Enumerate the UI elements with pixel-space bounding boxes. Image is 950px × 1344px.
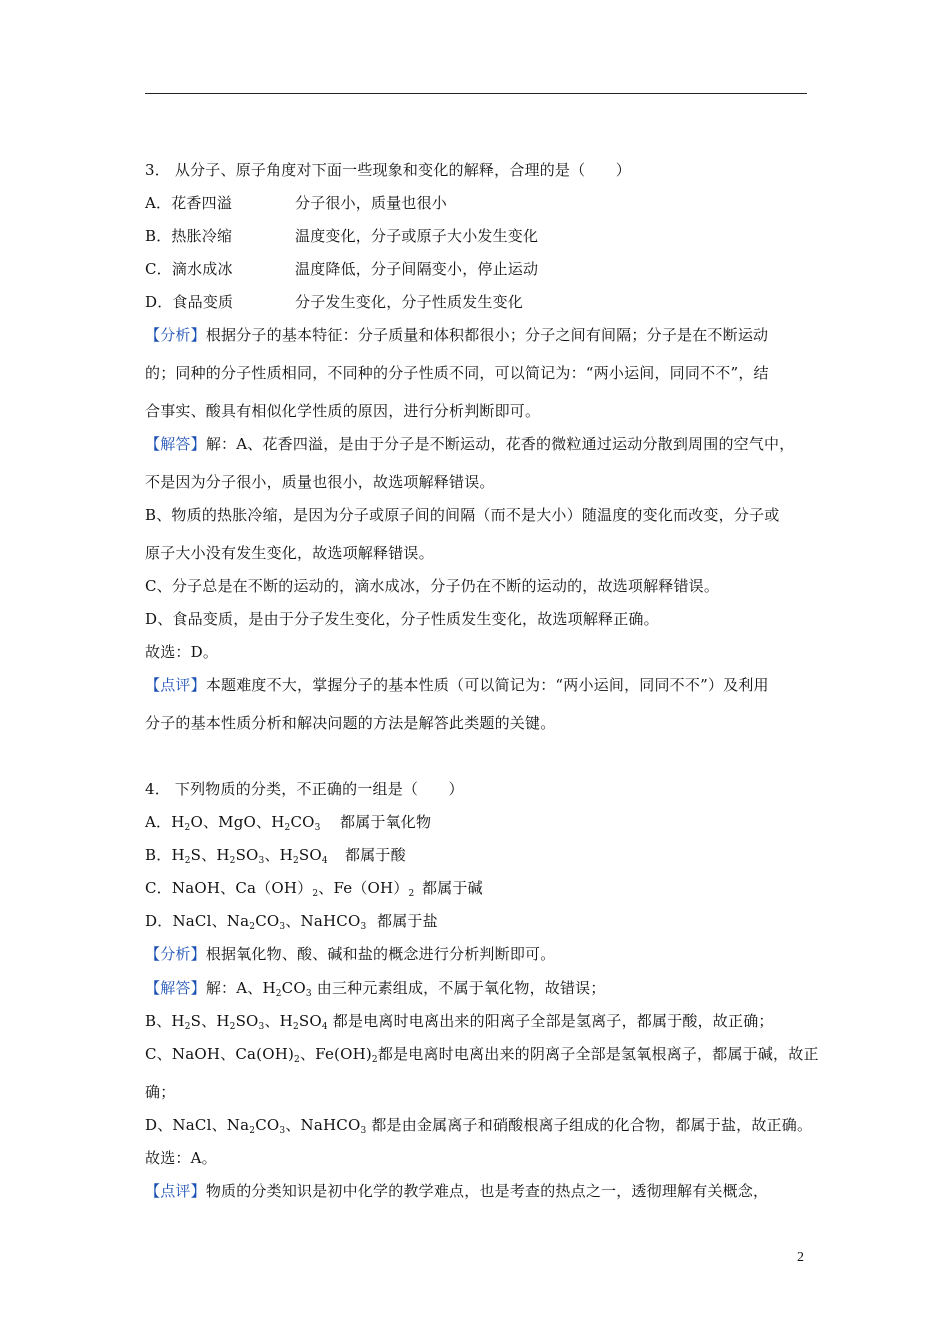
q3-comment-line: 分子的基本性质分析和解决问题的方法是解答此类题的关键。 xyxy=(145,714,556,732)
option-label: A．花香四溢 xyxy=(145,194,233,212)
q4-option-d: D．NaCl、$Na_2CO_3$、NaHCO$_3$ 都属于盐 xyxy=(145,912,438,932)
q3-option-a xyxy=(145,193,448,213)
q3-answer-line: D、食品变质，是由于分子发生变化，分子性质发生变化，故选项解释正确。 xyxy=(145,610,659,628)
analysis-tag: 【分析】 xyxy=(145,945,206,963)
option-text: 都属于酸 xyxy=(345,846,406,864)
analysis-tag: 【分析】 xyxy=(145,326,206,344)
q4-answer-c: C、NaOH、$Ca(OH)_2$、$Fe(OH)_2$都是电离时电离出来的阴离子全部是氢氧根离子，都属于碱，故正 xyxy=(145,1045,819,1065)
q3-answer-choice: 故选：D。 xyxy=(145,643,219,661)
q3-answer-line: C、分子总是在不断的运动的，滴水成冰，分子仍在不断的运动的，故选项解释错误。 xyxy=(145,577,720,595)
page-number: 2 xyxy=(797,1250,804,1265)
q3-option-c xyxy=(145,259,539,279)
q4-option-a: A．$H_2O$、MgO、$H_2CO_3$ 都属于氧化物 xyxy=(145,813,432,833)
q3-answer-line: 原子大小没有发生变化，故选项解释错误。 xyxy=(145,544,434,562)
q3-answer-line: B、物质的热胀冷缩，是因为分子或原子间的间隔（而不是大小）随温度的变化而改变，分子或 xyxy=(145,506,780,524)
answer-tag: 【解答】 xyxy=(145,435,206,453)
q4-answer-c2: 确； xyxy=(145,1083,176,1101)
answer-tag: 【解答】 xyxy=(145,979,206,997)
q4-answer-d: D、NaCl、$Na_2CO_3$、NaHCO$_3$ 都是由金属离子和硝酸根离子组成的化合物，都属于盐，故正确。 xyxy=(145,1116,813,1136)
option-text: 都属于氧化物 xyxy=(340,813,432,831)
q3-answer: 【解答】解：A、花香四溢，是由于分子是不断运动，花香的微粒通过运动分散到周围的空气中， xyxy=(145,435,795,453)
option-text: 分子发生变化，分子性质发生变化 xyxy=(295,293,524,311)
q4-option-c: C．NaOH、$Ca(OH)_2$、$Fe(OH)_2$ 都属于碱 xyxy=(145,879,483,899)
q3-analysis-line: 的；同种的分子性质相同，不同种的分子性质不同，可以简记为：“两小运间，同同不不”，结 xyxy=(145,364,769,382)
q3-option-b xyxy=(145,226,539,246)
q4-comment: 【点评】物质的分类知识是初中化学的教学难点，也是考查的热点之一，透彻理解有关概念， xyxy=(145,1182,769,1200)
comment-tag: 【点评】 xyxy=(145,676,206,694)
option-text: 分子很小，质量也很小 xyxy=(295,194,448,212)
option-label: C．滴水成冰 xyxy=(145,260,233,278)
option-text: 都属于盐 xyxy=(377,912,438,930)
q4-answer-choice: 故选：A。 xyxy=(145,1149,217,1167)
q3-stem: 3． 从分子、原子角度对下面一些现象和变化的解释，合理的是（ ） xyxy=(145,161,631,179)
option-text: 温度变化，分子或原子大小发生变化 xyxy=(295,227,539,245)
q4-stem: 4． 下列物质的分类，不正确的一组是（ ） xyxy=(145,780,464,798)
option-label: B．热胀冷缩 xyxy=(145,227,233,245)
q3-analysis: 【分析】根据分子的基本特征：分子质量和体积都很小；分子之间有间隔；分子是在不断运动 xyxy=(145,326,769,344)
q3-analysis-line: 合事实、酸具有相似化学性质的原因，进行分析判断即可。 xyxy=(145,402,541,420)
q4-option-b: B．$H_2S$、$H_2SO_3$、$H_2SO_4$ 都属于酸 xyxy=(145,846,406,866)
q3-answer-line: 不是因为分子很小，质量也很小，故选项解释错误。 xyxy=(145,473,495,491)
q4-answer: 【解答】解：A、$H_2CO_3$ 由三种元素组成，不属于氧化物，故错误； xyxy=(145,979,606,999)
q4-analysis: 【分析】根据氧化物、酸、碱和盐的概念进行分析判断即可。 xyxy=(145,945,556,963)
option-text: 都属于碱 xyxy=(422,879,483,897)
q3-option-d xyxy=(145,292,524,312)
header-rule xyxy=(145,93,807,94)
option-label: D．食品变质 xyxy=(145,293,234,311)
comment-tag: 【点评】 xyxy=(145,1182,206,1200)
option-text: 温度降低，分子间隔变小，停止运动 xyxy=(295,260,539,278)
q4-answer-b: B、$H_2S$、$H_2SO_3$、$H_2SO_4$ 都是电离时电离出来的阳离子全部是氢离子，都属于酸，故正确； xyxy=(145,1012,774,1032)
q3-comment: 【点评】本题难度不大，掌握分子的基本性质（可以简记为：“两小运间，同同不不”）及利用 xyxy=(145,676,769,694)
